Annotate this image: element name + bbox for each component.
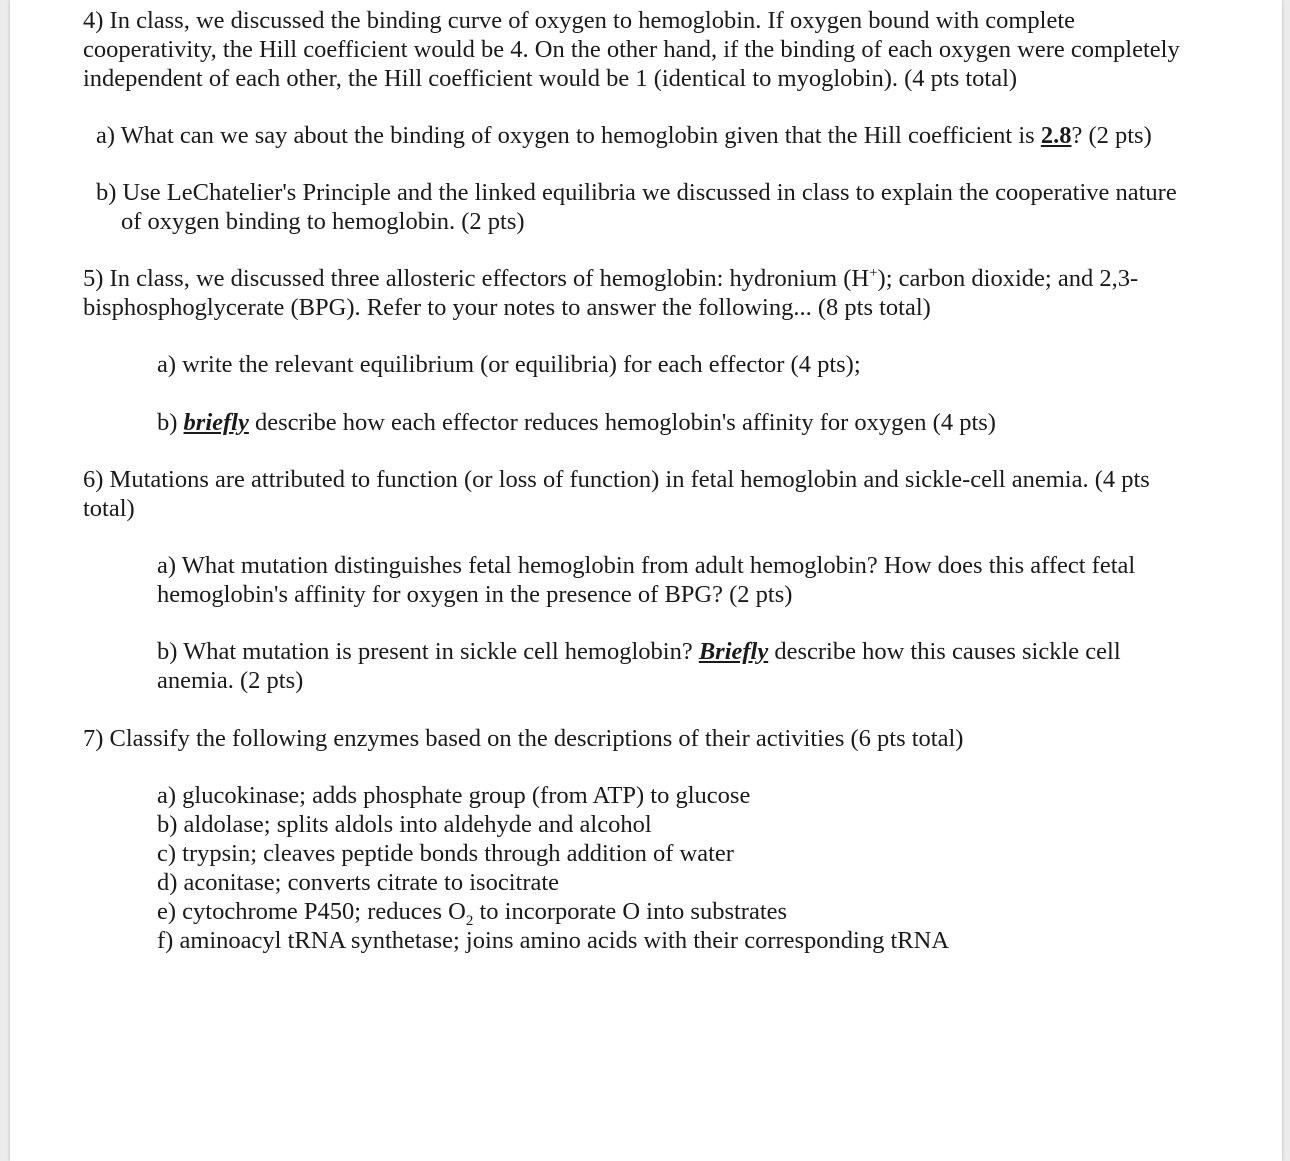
q5-line-2: bisphosphoglycerate (BPG). Refer to your notes to answer the following... (8 pts total) xyxy=(83,294,931,321)
question-6b xyxy=(157,637,1121,695)
question-7: 7) Classify the following enzymes based on the descriptions of their activities (6 pts total) xyxy=(83,725,964,752)
q4b-line-2: of oxygen binding to hemoglobin. (2 pts) xyxy=(121,208,525,235)
emphasis-briefly-2: Briefly xyxy=(698,638,769,665)
list-item: f) aminoacyl tRNA synthetase; joins amino acids with their corresponding tRNA xyxy=(157,927,950,954)
q5-line-1: 5) In class, we discussed three allosteric effectors of hemoglobin: hydronium (H+); carbon dioxide; and 2,3- xyxy=(83,264,1139,292)
list-item: c) trypsin; cleaves peptide bonds through addition of water xyxy=(157,840,734,867)
document-page xyxy=(10,0,1282,1161)
q6a-line-2: hemoglobin's affinity for oxygen in the presence of BPG? (2 pts) xyxy=(157,581,793,608)
q6-line-2: total) xyxy=(83,495,135,522)
q4-line-2: cooperativity, the Hill coefficient would be 4. On the other hand, if the binding of each oxygen were completely xyxy=(83,36,1180,63)
q6-line-1: 6) Mutations are attributed to function (or loss of function) in fetal hemoglobin and sickle-cell anemia. (4 pts xyxy=(83,466,1150,493)
list-item: a) glucokinase; adds phosphate group (from ATP) to glucose xyxy=(157,782,751,809)
q4b-line-1: b) Use LeChatelier's Principle and the linked equilibria we discussed in class to explain the cooperative nature xyxy=(96,179,1177,206)
q6b-line-1: b) What mutation is present in sickle cell hemoglobin? Briefly describe how this causes sickle cell xyxy=(157,638,1121,665)
document-body xyxy=(10,0,1282,1161)
question-4 xyxy=(83,6,1180,93)
question-4b xyxy=(96,178,1177,236)
q6b-line-2: anemia. (2 pts) xyxy=(157,667,304,694)
question-5a: a) write the relevant equilibrium (or equilibria) for each effector (4 pts); xyxy=(157,351,861,378)
list-item: e) cytochrome P450; reduces $O_2$ to incorporate O into substrates xyxy=(157,898,788,929)
q4-line-3: independent of each other, the Hill coefficient would be 1 (identical to myoglobin). (4 pts total) xyxy=(83,65,1018,92)
question-5b: b) briefly describe how each effector reduces hemoglobin's affinity for oxygen (4 pts) xyxy=(157,409,996,436)
q4a-text: a) What can we say about the binding of oxygen to hemoglobin given that the Hill coefficient is xyxy=(96,122,1041,149)
enzyme-list xyxy=(157,781,949,955)
question-6a xyxy=(157,551,1135,609)
question-6 xyxy=(83,465,1150,523)
question-5 xyxy=(83,264,1138,322)
hill-coefficient-value: 2.8 xyxy=(1040,122,1072,149)
question-4a xyxy=(96,121,1152,150)
emphasis-briefly: briefly xyxy=(183,409,249,436)
list-item: d) aconitase; converts citrate to isocitrate xyxy=(157,869,560,896)
q4-line-1: 4) In class, we discussed the binding curve of oxygen to hemoglobin. If oxygen bound with complete xyxy=(83,7,1076,34)
list-item: b) aldolase; splits aldols into aldehyde and alcohol xyxy=(157,811,652,838)
q6a-line-1: a) What mutation distinguishes fetal hemoglobin from adult hemoglobin? How does this affect fetal xyxy=(157,552,1136,579)
q4a-points: ? (2 pts) xyxy=(1071,122,1152,149)
